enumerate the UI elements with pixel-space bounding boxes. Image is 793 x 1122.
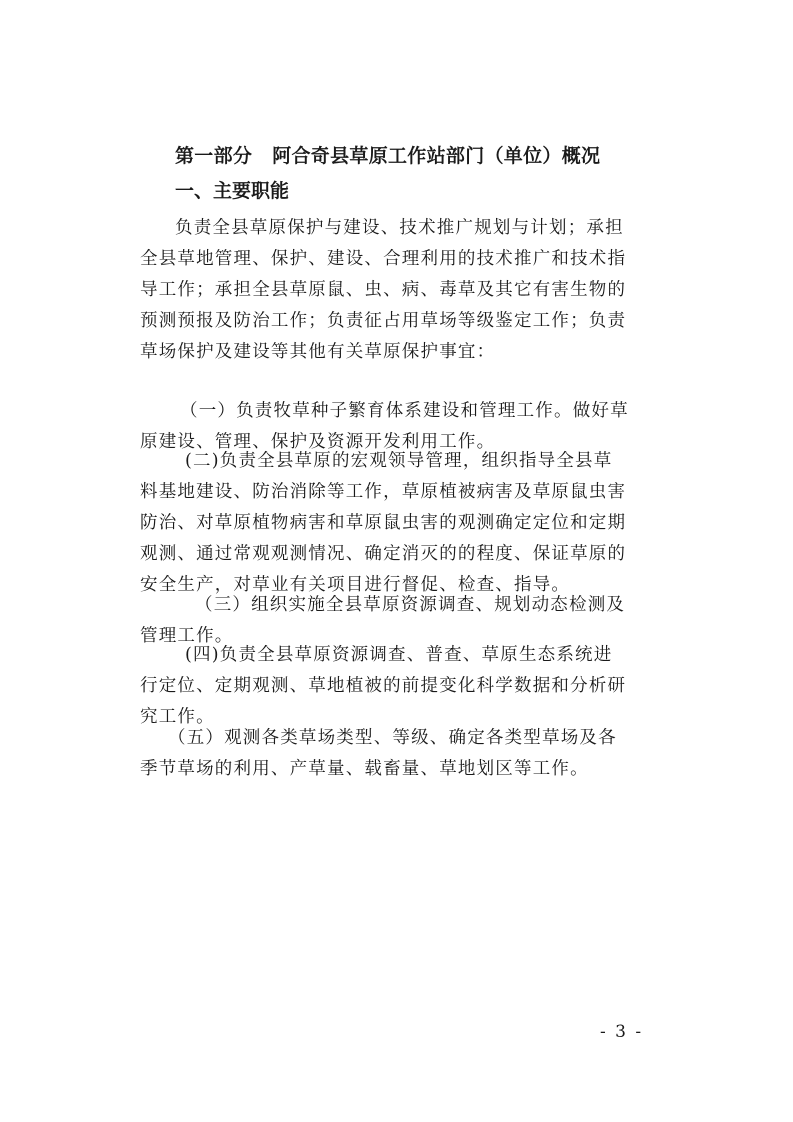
section-heading: 一、主要职能	[175, 180, 290, 202]
paragraph-line: 全县草地管理、保护、建设、合理利用的技术推广和技术指	[140, 249, 627, 269]
paragraph-line: 季节草场的利用、产草量、载畜量、草地划区等工作。	[140, 759, 589, 779]
paragraph-line: （一）负责牧草种子繁育体系建设和管理工作。做好草	[180, 401, 629, 421]
item-paragraph-5	[140, 723, 660, 785]
page-number: - 3 -	[600, 1022, 644, 1042]
item-paragraph-2	[140, 446, 660, 601]
paragraph-line: 导工作；承担全县草原鼠、虫、病、毒草及其它有害生物的	[140, 280, 627, 300]
paragraph-line: （三）组织实施全县草原资源调查、规划动态检测及	[195, 595, 626, 615]
paragraph-line: 管理工作。	[140, 626, 234, 646]
paragraph-line: 观测、通过常观观测情况、确定消灭的的程度、保证草原的	[140, 544, 627, 564]
paragraph-line: 原建设、管理、保护及资源开发利用工作。	[140, 432, 496, 452]
paragraph-line: （五）观测各类草场类型、等级、确定各类型草场及各	[168, 728, 617, 748]
paragraph-line: 究工作。	[140, 707, 215, 727]
paragraph-line: 负责全县草原保护与建设、技术推广规划与计划；承担	[175, 218, 624, 238]
paragraph-line: (二)负责全县草原的宏观领导管理，组织指导全县草	[185, 451, 613, 471]
paragraph-line: 草场保护及建设等其他有关草原保护事宜：	[140, 342, 496, 362]
intro-paragraph	[140, 213, 660, 368]
item-paragraph-4	[140, 640, 660, 733]
title-part: 第一部分	[175, 145, 253, 167]
title-main: 阿合奇县草原工作站部门（单位）概况	[272, 145, 601, 167]
paragraph-line: 防治、对草原植物病害和草原鼠虫害的观测确定定位和定期	[140, 513, 627, 533]
paragraph-line: 安全生产，对草业有关项目进行督促、检查、指导。	[140, 575, 571, 595]
paragraph-line: 料基地建设、防治消除等工作，草原植被病害及草原鼠虫害	[140, 482, 627, 502]
page-title	[175, 142, 600, 170]
paragraph-line: 行定位、定期观测、草地植被的前提变化科学数据和分析研	[140, 676, 627, 696]
paragraph-line: (四)负责全县草原资源调查、普查、草原生态系统进	[185, 645, 613, 665]
paragraph-line: 预测预报及防治工作；负责征占用草场等级鉴定工作；负责	[140, 311, 627, 331]
